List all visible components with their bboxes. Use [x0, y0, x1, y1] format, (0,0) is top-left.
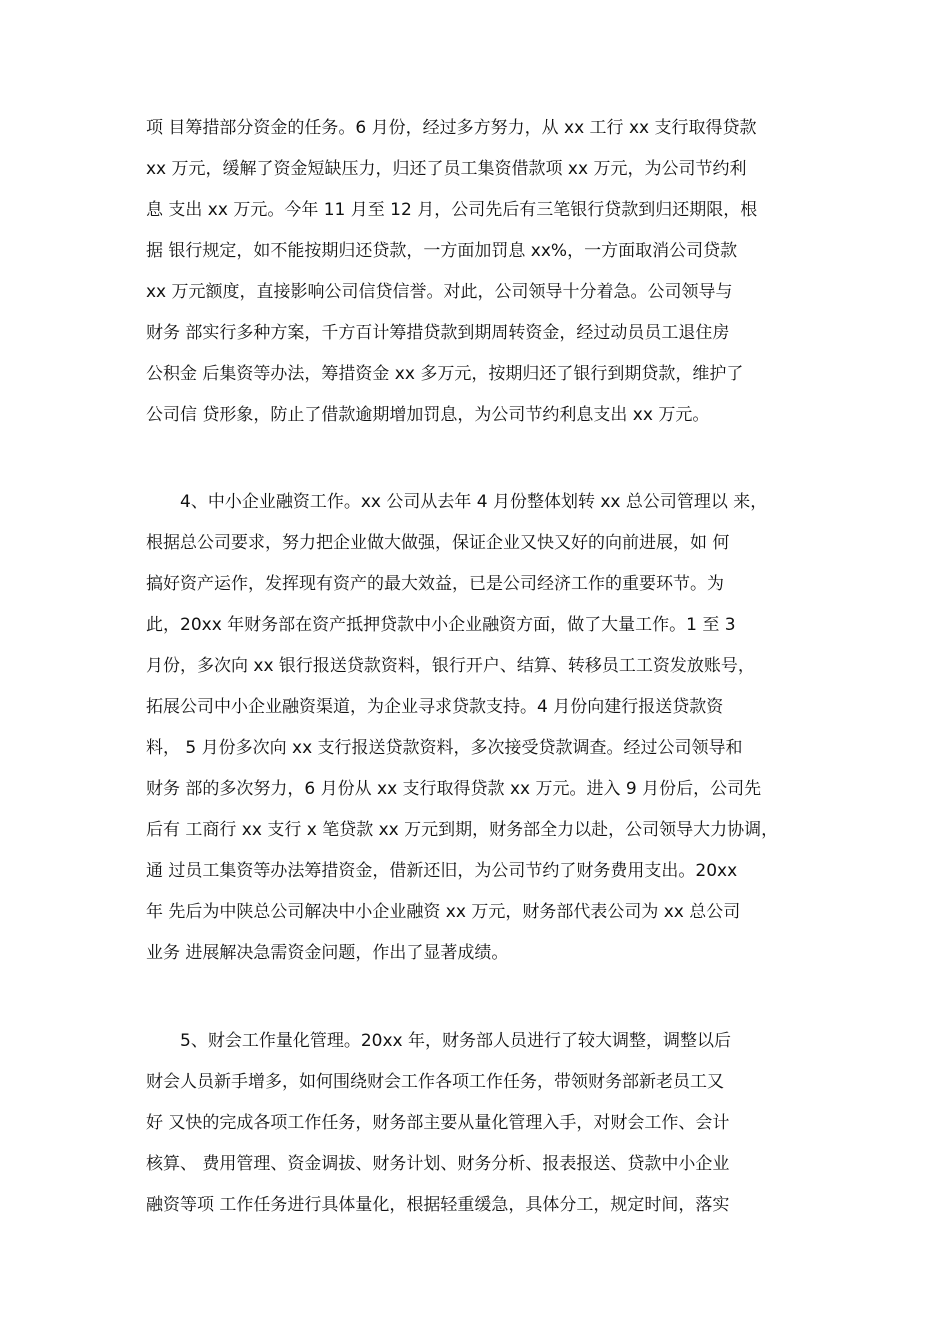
text-line: 通 过员工集资等办法筹措资金，借新还旧，为公司节约了财务费用支出。20xx — [146, 861, 738, 881]
text-line: 公司信 贷形象，防止了借款逾期增加罚息，为公司节约利息支出 xx 万元。 — [146, 405, 710, 425]
text-line: xx 万元额度，直接影响公司信贷信誉。对此，公司领导十分着急。公司领导与 — [146, 282, 733, 302]
text-line: 业务 进展解决急需资金问题，作出了显著成绩。 — [146, 943, 509, 963]
text-line: xx 万元，缓解了资金短缺压力，归还了员工集资借款项 xx 万元，为公司节约利 — [146, 159, 747, 179]
text-line: 公积金 后集资等办法，筹措资金 xx 多万元，按期归还了银行到期贷款，维护了 — [146, 364, 744, 384]
text-line: 搞好资产运作，发挥现有资产的最大效益，已是公司经济工作的重要环节。为 — [146, 574, 724, 594]
text-line: 此，20xx 年财务部在资产抵押贷款中小企业融资方面，做了大量工作。1 至 3 — [146, 615, 736, 635]
text-line: 5、财会工作量化管理。20xx 年，财务部人员进行了较大调整，调整以后 — [146, 1031, 731, 1051]
text-line: 财会人员新手增多，如何围绕财会工作各项工作任务，带领财务部新老员工又 — [146, 1072, 724, 1092]
text-line: 月份，多次向 xx 银行报送贷款资料，银行开户、结算、转移员工工资发放账号， — [146, 656, 755, 676]
text-line: 财务 部的多次努力，6 月份从 xx 支行取得贷款 xx 万元。进入 9 月份后，公司先 — [146, 779, 762, 799]
text-line: 料， 5 月份多次向 xx 支行报送贷款资料，多次接受贷款调查。经过公司领导和 — [146, 738, 743, 758]
text-line: 核算、 费用管理、资金调拔、财务计划、财务分析、报表报送、贷款中小企业 — [146, 1154, 730, 1174]
text-line: 据 银行规定，如不能按期归还贷款，一方面加罚息 xx%，一方面取消公司贷款 — [146, 241, 738, 261]
text-line: 根据总公司要求，努力把企业做大做强，保证企业又快又好的向前进展，如 何 — [146, 533, 730, 553]
text-line: 融资等项 工作任务进行具体量化，根据轻重缓急，具体分工，规定时间，落实 — [146, 1195, 730, 1215]
text-line: 年 先后为中陕总公司解决中小企业融资 xx 万元，财务部代表公司为 xx 总公司 — [146, 902, 741, 922]
text-line: 好 又快的完成各项工作任务，财务部主要从量化管理入手，对财会工作、会计 — [146, 1113, 730, 1133]
text-line: 4、中小企业融资工作。xx 公司从去年 4 月份整体划转 xx 总公司管理以 来， — [146, 492, 768, 512]
text-line: 后有 工商行 xx 支行 x 笔贷款 xx 万元到期，财务部全力以赴，公司领导大力协调， — [146, 820, 779, 840]
text-line: 项 目筹措部分资金的任务。6 月份，经过多方努力，从 xx 工行 xx 支行取得贷款 — [146, 118, 757, 138]
text-line: 息 支出 xx 万元。今年 11 月至 12 月，公司先后有三笔银行贷款到归还期限，根 — [146, 200, 758, 220]
text-line: 拓展公司中小企业融资渠道，为企业寻求贷款支持。4 月份向建行报送贷款资 — [146, 697, 724, 717]
text-line: 财务 部实行多种方案，千方百计筹措贷款到期周转资金，经过动员员工退住房 — [146, 323, 730, 343]
